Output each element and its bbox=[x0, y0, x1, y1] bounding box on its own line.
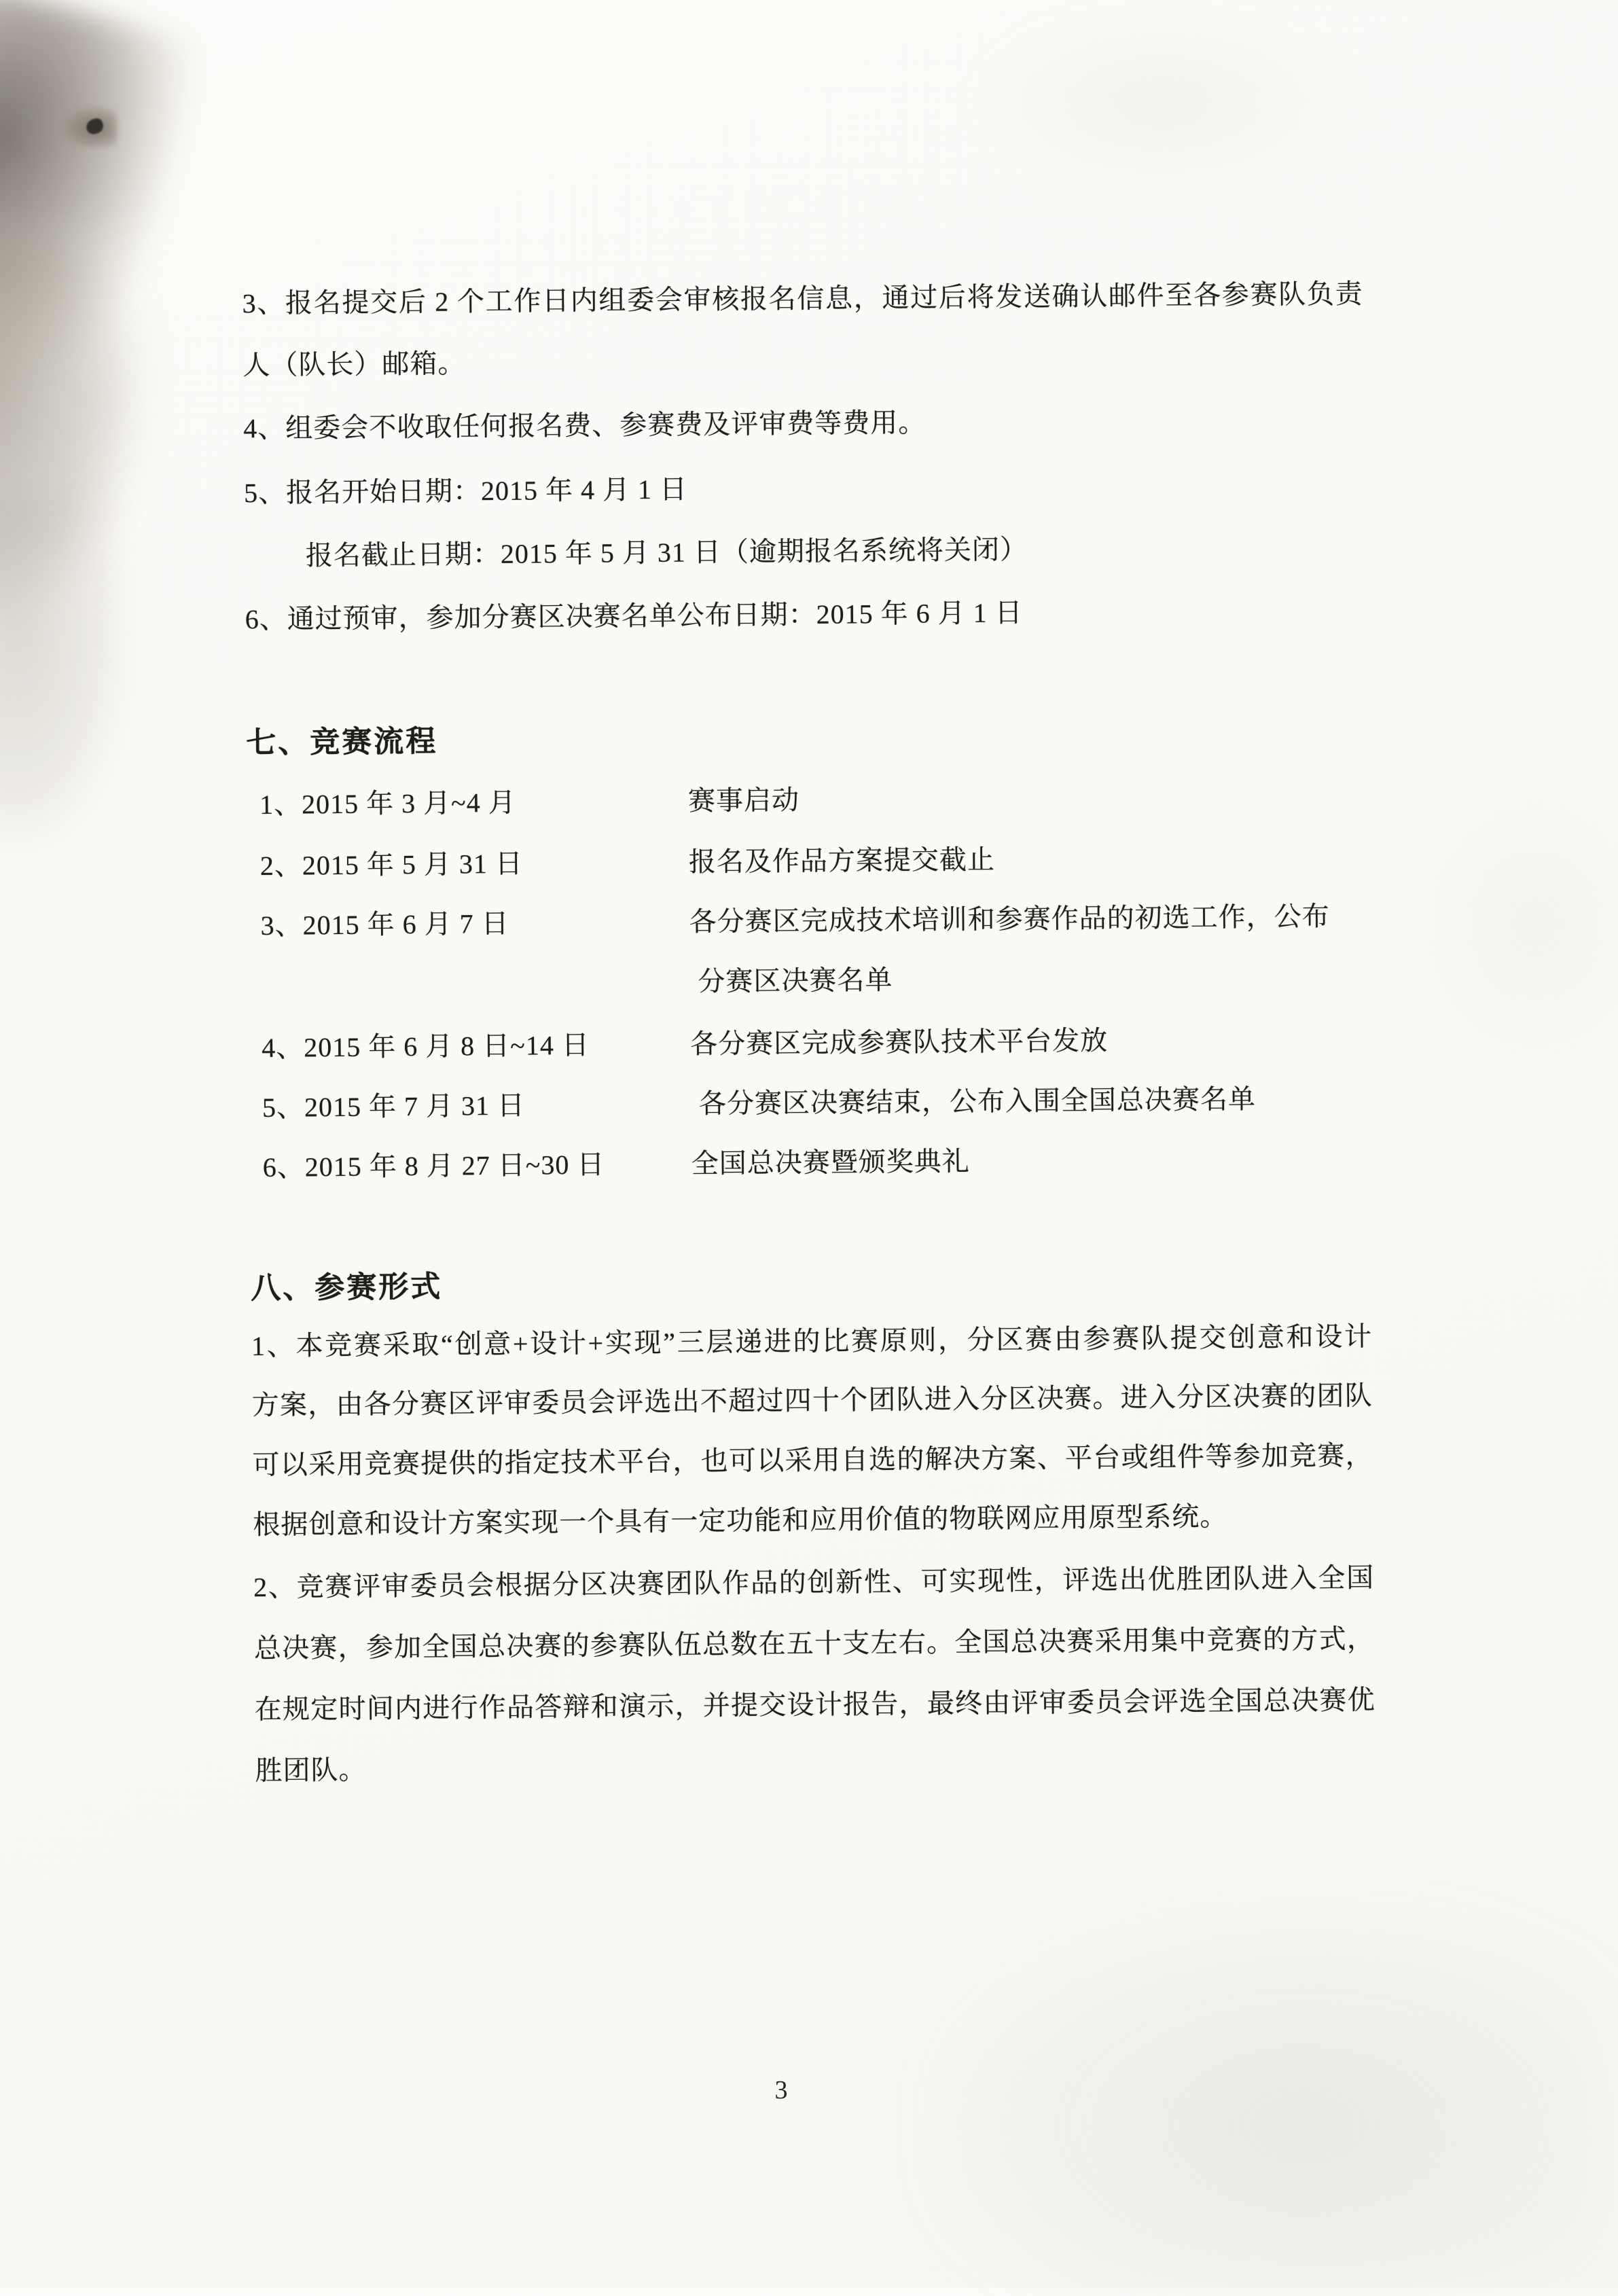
scan-shadow-artifact bbox=[0, 231, 161, 639]
list-item-6: 6、通过预审，参加分赛区决赛名单公布日期：2015 年 6 月 1 日 bbox=[245, 597, 1023, 635]
paragraph-1-line-1: 1、本竞赛采取“创意+设计+实现”三层递进的比赛原则，分区赛由参赛队提交创意和设计 bbox=[251, 1321, 1373, 1362]
paragraph-1-line-3: 可以采用竞赛提供的指定技术平台，也可以采用自选的解决方案、平台或组件等参加竞赛， bbox=[252, 1439, 1373, 1481]
schedule-desc: 各分赛区完成参赛队技术平台发放 bbox=[689, 1025, 1109, 1060]
schedule-row bbox=[249, 1068, 1371, 1138]
schedule-desc: 全国总决赛暨颁奖典礼 bbox=[691, 1145, 970, 1179]
paragraph-1-line-2: 方案，由各分赛区评审委员会评选出不超过四十个团队进入分区决赛。进入分区决赛的团队 bbox=[251, 1380, 1373, 1421]
paragraph-2-line-1: 2、竞赛评审委员会根据分区决赛团队作品的创新性、可实现性，评选出优胜团队进入全国 bbox=[253, 1562, 1375, 1603]
schedule-row bbox=[249, 1128, 1371, 1198]
schedule-date: 4、2015 年 6 月 8 日~14 日 bbox=[262, 1029, 590, 1064]
paragraph-2-line-3: 在规定时间内进行作品答辩和演示，并提交设计报告，最终由评审委员会评选全国总决赛优 bbox=[254, 1684, 1376, 1725]
schedule-desc: 分赛区决赛名单 bbox=[698, 964, 893, 997]
schedule-row bbox=[247, 886, 1369, 956]
list-item-5-start-date: 5、报名开始日期：2015 年 4 月 1 日 bbox=[243, 473, 688, 509]
schedule-desc: 赛事启动 bbox=[687, 785, 800, 817]
section-heading-competition-process: 七、竞赛流程 bbox=[246, 724, 438, 760]
schedule-row bbox=[249, 1008, 1370, 1079]
paragraph-2-line-2: 总决赛，参加全国总决赛的参赛队伍总数在五十支左右。全国总决赛采用集中竞赛的方式， bbox=[253, 1623, 1376, 1664]
page-number: 3 bbox=[774, 2076, 788, 2104]
list-item-5-deadline-date: 报名截止日期：2015 年 5 月 31 日（逾期报名系统将关闭） bbox=[305, 534, 1028, 571]
list-item-4: 4、组委会不收取任何报名费、参赛费及评审费等费用。 bbox=[243, 407, 927, 444]
schedule-date: 1、2015 年 3 月~4 月 bbox=[259, 787, 516, 821]
list-item-3-line-1: 3、报名提交后 2 个工作日内组委会审核报名信息，通过后将发送确认邮件至各参赛队负责 bbox=[242, 278, 1363, 319]
schedule-date: 2、2015 年 5 月 31 日 bbox=[259, 848, 524, 882]
paper-tone-artifact bbox=[1413, 781, 1618, 1066]
ink-blot-artifact bbox=[85, 117, 105, 135]
scan-shadow-artifact bbox=[0, 0, 201, 437]
schedule-row bbox=[247, 826, 1368, 897]
schedule-date: 3、2015 年 6 月 7 日 bbox=[260, 908, 509, 941]
schedule-desc: 报名及作品方案提交截止 bbox=[688, 844, 996, 878]
schedule-desc: 各分赛区决赛结束，公布入围全国总决赛名单 bbox=[698, 1083, 1257, 1119]
schedule-date: 5、2015 年 7 月 31 日 bbox=[262, 1090, 526, 1124]
schedule-row bbox=[247, 765, 1368, 836]
schedule-row-continuation bbox=[248, 946, 1369, 1016]
ink-smudge-artifact bbox=[62, 106, 117, 147]
document-content bbox=[240, 0, 1380, 2293]
paragraph-1-line-4: 根据创意和设计方案实现一个具有一定功能和应用价值的物联网应用原型系统。 bbox=[253, 1501, 1228, 1541]
list-item-3-line-2: 人（队长）邮箱。 bbox=[242, 348, 466, 381]
schedule-date: 6、2015 年 8 月 27 日~30 日 bbox=[262, 1149, 605, 1183]
scan-shadow-artifact bbox=[0, 489, 122, 842]
paragraph-2-line-4: 胜团队。 bbox=[255, 1754, 367, 1787]
schedule-desc: 各分赛区完成技术培训和参赛作品的初选工作，公布 bbox=[689, 901, 1330, 937]
section-heading-participation-format: 八、参赛形式 bbox=[251, 1270, 443, 1306]
